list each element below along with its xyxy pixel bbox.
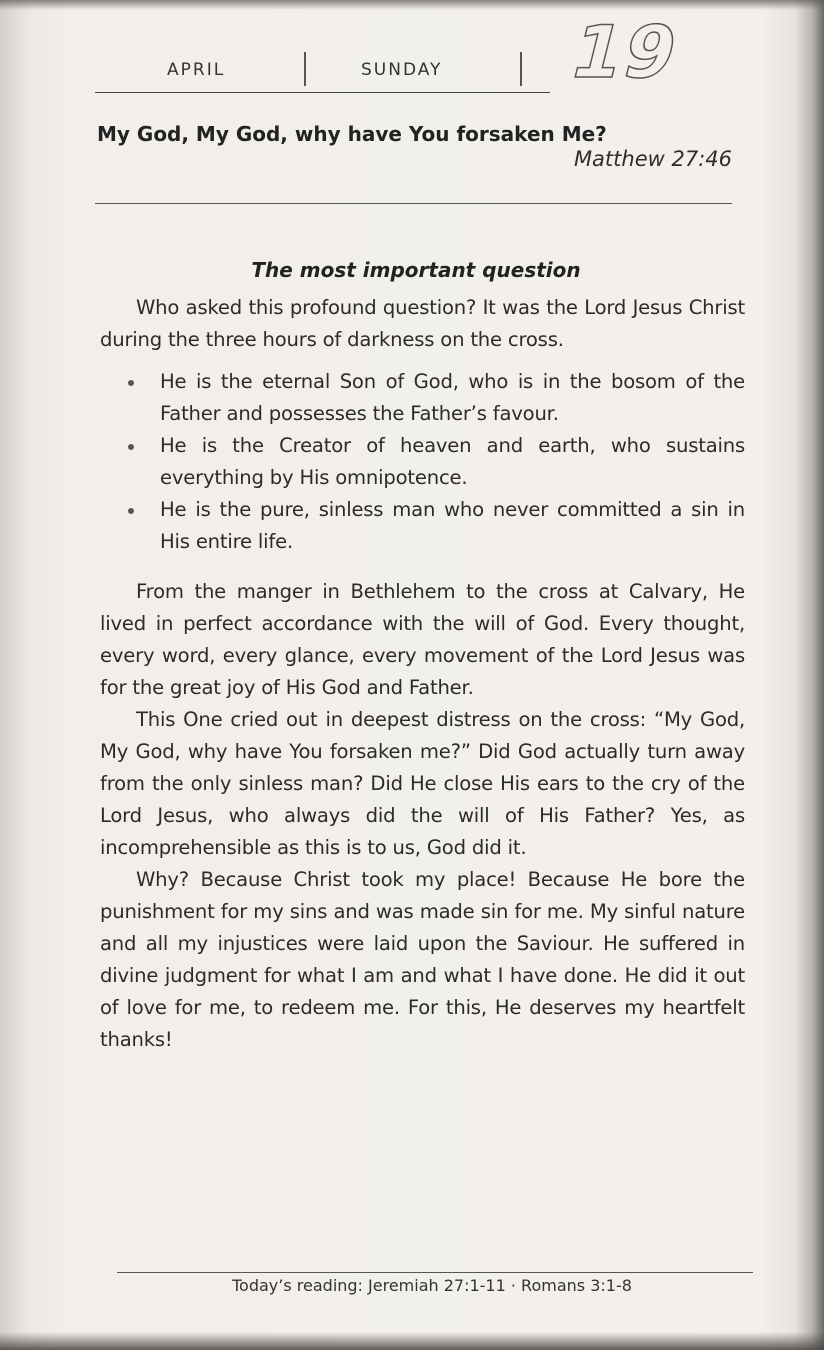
bullet-item [160,494,745,558]
footer-rule [117,1272,753,1273]
todays-reading: Today’s reading: Jeremiah 27:1-11 · Romans 3:1-8 [232,1276,632,1295]
devotional-title: The most important question [251,258,581,282]
page-bottom-shadow [0,1332,824,1350]
bullet-list [100,366,745,558]
bullet-text: He is the eternal Son of God, who is in the bosom of the Father and possesses the Father’s favour. [160,370,745,425]
body-paragraph: This One cried out in deepest distress on the cross: “My God, My God, why have You forsaken me?” Did God actually turn away from the only sinless man? Did He close His ears to the cry of the Lord Jesus, who always did the will of His Father? Yes, as incomprehensible as this is to us, God did it. [100,708,745,859]
weekday-label: SUNDAY [361,60,443,80]
header-divider [304,52,306,86]
bullet-text: He is the pure, sinless man who never committed a sin in His entire life. [160,498,745,553]
header-divider [520,52,522,86]
bullet-item [160,430,745,494]
verse-reference: Matthew 27:46 [573,147,732,171]
intro-paragraph: Who asked this profound question? It was the Lord Jesus Christ during the three hours of darkness on the cross. [100,296,745,351]
date-header [95,10,755,100]
devotional-body [100,292,745,1056]
verse-rule [95,203,732,204]
verse-text: My God, My God, why have You forsaken Me? [97,122,607,146]
header-rule [95,92,550,93]
body-paragraph: From the manger in Bethlehem to the cross at Calvary, He lived in perfect accordance with the will of God. Every thought, every word, every glance, every movement of the Lord Jesus was for the great joy of His God and Father. [100,580,745,699]
page-top-shadow [0,0,824,10]
body-paragraph: Why? Because Christ took my place! Because He bore the punishment for my sins and was made sin for me. My sinful nature and all my injustices were laid upon the Saviour. He suffered in divine judgment for what I am and what I have done. He did it out of love for me, to redeem me. For this, He deserves my heartfelt thanks! [100,868,745,1051]
bullet-text: He is the Creator of heaven and earth, who sustains everything by His omnipotence. [160,434,745,489]
bullet-icon [128,508,134,514]
month-label: APRIL [167,60,226,80]
bullet-item [160,366,745,430]
bullet-icon [128,444,134,450]
bullet-icon [128,380,134,386]
day-number: 19 [562,10,688,94]
